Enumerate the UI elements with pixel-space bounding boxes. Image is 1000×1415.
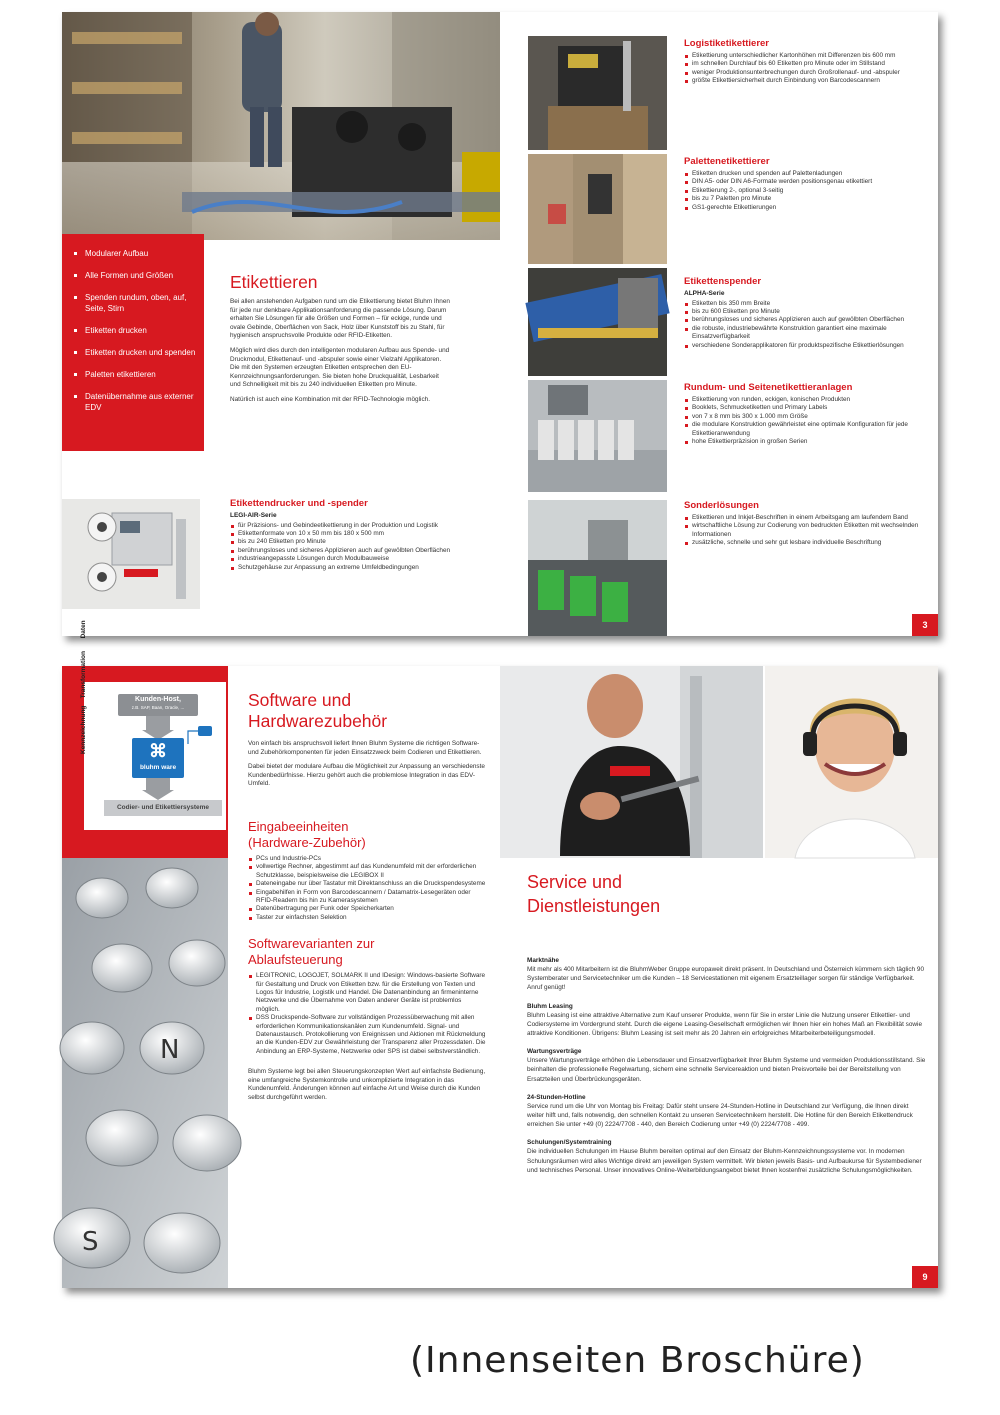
bullet-item: LEGITRONIC, LOGOJET, SOLMARK II und IDesign: Windows-basierte Software für Gestaltung und Druck von Etiketten bzw. für die Erstellung von Texten und Logos für Industrie, Logistik und Handel. Die Datenanbindung an firmeninterne Netzwerke und die Übernahme von Daten anderer Geräte ist problemlos möglich. xyxy=(248,972,486,1014)
printer-section xyxy=(230,498,475,572)
special-solutions-photo xyxy=(528,500,667,636)
label-dispenser-photo xyxy=(528,268,667,376)
service-title: Service und Dienstleistungen xyxy=(527,872,661,916)
paragraph: Bei allen anstehenden Aufgaben rund um die Etikettierung bietet Bluhm Ihnen für jede nur denkbare Applikationsanforderung die passende Lösung. Darum erhalten Sie Lösungen für alle Größen und Formen – für eckige, runde und ovale Gebinde, Oberflächen von Sack, Holz über Kunststoff bis zu Stahl, für hygienisch anspruchsvolle Produkte oder RFID-Etiketten. xyxy=(230,298,450,340)
bullet-list xyxy=(684,300,924,350)
bullet-list xyxy=(248,855,486,922)
bullet-item: im schnellen Durchlauf bis 60 Etiketten pro Minute oder im Stillstand xyxy=(684,60,924,68)
service-section xyxy=(527,1002,927,1039)
service-section-text: Bluhm Leasing ist eine attraktive Alternative zum Kauf unserer Produkte, wenn für Sie in erster Linie die Nutzung unserer Etikettier- und Codiersysteme im Vordergrund steht. Durch die eigene Leasing-Gesellschaft ermöglichen wir Ihnen hier ein hohes Maß an Flexibilität sowie attraktive Konditionen. Übrigens: Bluhm Leasing ist seit mehr als 20 Jahren ein erfolgreiches Mitarbeiterbeteiligungsmodell. xyxy=(527,1011,922,1038)
sidebar-item: Spenden rundum, oben, auf, Seite, Stirn xyxy=(72,292,198,314)
section-rundum xyxy=(684,382,924,500)
section-title: Etikettendrucker und -spender xyxy=(230,498,368,509)
bullet-item: Datenübertragung per Funk oder Speicherkarten xyxy=(248,905,486,913)
technician-photo xyxy=(500,666,763,858)
service-section-text: Service rund um die Uhr von Montag bis Freitag: Dafür steht unsere 24-Stunden-Hotline in Deutschland zur Verfügung, die Ihnen direkt weiter hilft und, falls notwendig, den schnellen Kontakt zu unseren Servicetechnikern herstellt. Die Hotline für den Bereich Etikettendruck erreichen Sie unter +49 (0) 2224/7708 - 440, den Bereich Codierung unter +49 (0) 2224/7708 - 499. xyxy=(527,1102,913,1129)
bullet-item: wirtschaftliche Lösung zur Codierung von bedruckten Etiketten mit wechselnden Informationen xyxy=(684,522,924,539)
service-section-title: Wartungsverträge xyxy=(527,1048,582,1056)
bullet-list xyxy=(248,972,486,1056)
sidebar-item: Etiketten drucken und spenden xyxy=(72,347,198,358)
bullet-item: Etikettierung von runden, eckigen, konischen Produkten xyxy=(684,396,924,404)
bluhmware-logo xyxy=(132,738,184,778)
section-title: Etikettenspender xyxy=(684,276,762,287)
section-logistik xyxy=(684,38,924,156)
service-section-text: Die individuellen Schulungen im Hause Bluhm bereiten optimal auf den Einsatz der Bluhm-Kennzeichnungssysteme vor. In modernen Schulungsräumen wird alles Wichtige direkt am jeweiligen System vermittelt. Wir bieten jeweils Basis- und Aufbaukurse für Systembediener und technisches Personal. Unser innovatives Online-Weiterbildungsangebot bietet Ihnen kostenfrei zusätzliche Schulungsmöglichkeiten. xyxy=(527,1148,922,1174)
bullet-item: PCs und Industrie-PCs xyxy=(248,855,486,863)
software-column xyxy=(248,690,486,1109)
round-labeler-photo xyxy=(528,380,667,492)
bullet-list xyxy=(684,170,924,212)
bullet-item: berührungsloses und sicheres Applizieren auch auf gewölbten Oberflächen xyxy=(230,547,475,555)
bullet-item: bis zu 600 Etiketten pro Minute xyxy=(684,308,924,316)
bullet-list xyxy=(230,522,475,572)
service-section-text: Unsere Wartungsverträge erhöhen die Lebensdauer und Einsatzverfügbarkeit Ihrer Bluhm Systeme und vermeiden Produktionsstillstand. Sie beinhalten die professionelle Regelwartung, sichern eine schnelle Servicereaktion und bieten Preisvorteile bei der Bereitstellung von Ersatzteilen und Überbrückungsgeräten. xyxy=(527,1057,926,1083)
service-section xyxy=(527,956,927,993)
systems-label: Codier- und Etikettiersysteme xyxy=(116,804,210,811)
systems-box xyxy=(104,800,222,816)
bullet-list xyxy=(684,52,924,86)
host-label: Kunden-Host, xyxy=(135,696,181,703)
service-section xyxy=(527,1093,927,1130)
bullet-list xyxy=(684,514,924,548)
bullet-item: die robuste, industriebewährte Konstruktion garantiert eine maximale Einsatzverfügbarkeit xyxy=(684,325,924,342)
page-title: Etikettieren xyxy=(230,272,318,292)
svg-text:S: S xyxy=(82,1227,99,1257)
axis-label: Transformation xyxy=(80,651,87,699)
section-sonder xyxy=(684,500,924,548)
brochure-spread-software-service xyxy=(62,620,938,1288)
paragraph: Von einfach bis anspruchsvoll liefert Ihnen Bluhm Systeme die richtigen Software- und Zubehörkomponenten für jeden Einsatzzweck beim Codieren und Etikettieren. xyxy=(248,740,482,756)
bullet-item: Eingabehilfen in Form von Barcodescannern / Datamatrix-Lesegeräten oder RFID-Readern bis hin zu Kamerasystemen xyxy=(248,889,486,906)
hotline-agent-photo xyxy=(765,666,938,858)
software-variants-title: Softwarevarianten zur Ablaufsteuerung xyxy=(248,936,375,968)
bullet-item: Schutzgehäuse zur Anpassung an extreme Umfeldbedingungen xyxy=(230,564,475,572)
logistics-labeler-photo xyxy=(528,36,667,150)
bullet-item: Etikettierung unterschiedlicher Kartonhöhen mit Differenzen bis 600 mm xyxy=(684,52,924,60)
section-title: Rundum- und Seitenetikettieranlagen xyxy=(684,382,853,393)
svg-text:N: N xyxy=(160,1035,180,1065)
paragraph: Möglich wird dies durch den intelligenten modularen Aufbau aus Spende- und Druckmodul, Etikettenauf- und -abspuler sowie einer Vielzahl Applikatoren. Die mit den Systemen erzeugten Etiketten entsprechen den EU-Kennzeichnungsanforderungen. Sie bieten hohe Druckqualität, Lesbarkeit und Schnelligkeit mit bis zu 240 individuellen Etiketten pro Minute. xyxy=(230,346,450,389)
bullet-item: bis zu 7 Paletten pro Minute xyxy=(684,195,924,203)
pallet-labeler-photo xyxy=(528,154,667,264)
service-sections xyxy=(527,956,927,1175)
axis-label: Daten xyxy=(80,620,87,639)
label-printer-photo xyxy=(62,499,200,609)
service-section xyxy=(527,1138,927,1175)
diagram-panel xyxy=(62,620,228,858)
bullet-item: hohe Etikettierpräzision in großen Serien xyxy=(684,438,924,446)
service-section-title: Marktnähe xyxy=(527,957,559,964)
warehouse-photo xyxy=(62,12,500,240)
section-title: Logistiketikettierer xyxy=(684,38,769,49)
etikettieren-text xyxy=(230,272,450,411)
bullet-item: Taster zur einfachsten Selektion xyxy=(248,914,486,922)
right-sections xyxy=(684,38,924,548)
sidebar-item: Datenübernahme aus externer EDV xyxy=(72,391,198,413)
bullet-item: weniger Produktionsunterbrechungen durch Großrollenauf- und -abspuler xyxy=(684,69,924,77)
feature-sidebar xyxy=(62,234,204,451)
sidebar-item: Alle Formen und Größen xyxy=(72,270,198,281)
section-title: Palettenetikettierer xyxy=(684,156,770,167)
service-section-text: Mit mehr als 400 Mitarbeitern ist die BluhmWeber Gruppe europaweit direkt präsent. In Deutschland und Österreich kümmern sich täglich 90 Systemberater und Servicetechniker um die Kunden – 18 Servicestationen mit eigenem Ersatzteillager sorgen für ständige Verfügbarkeit. Anruf genügt! xyxy=(527,966,924,992)
service-section-title: 24-Stunden-Hotline xyxy=(527,1093,586,1101)
input-title: Eingabeeinheiten (Hardware-Zubehör) xyxy=(248,818,366,850)
sidebar-item: Etiketten drucken xyxy=(72,325,198,336)
bullet-item: Etikettieren und Inkjet-Beschriften in einem Arbeitsgang am laufendem Band xyxy=(684,514,924,522)
bullet-list xyxy=(684,396,924,446)
bullet-item: industrieangepasste Lösungen durch Modulbauweise xyxy=(230,555,475,563)
paragraph: Dabei bietet der modulare Aufbau die Möglichkeit zur Anpassung an verschiedenste Kundenbedürfnisse. Hierzu gehört auch die problemlose Integration in das EDV-Umfeld. xyxy=(248,763,485,788)
bullet-item: Etiketten bis 350 mm Breite xyxy=(684,300,924,308)
bullet-item: berührungsloses und sicheres Applizieren auch auf gewölbten Oberflächen xyxy=(684,316,924,324)
section-paletten xyxy=(684,156,924,276)
section-spender xyxy=(684,276,924,382)
bullet-item: Etiketten drucken und spenden auf Palettenladungen xyxy=(684,170,924,178)
page-number: 3 xyxy=(912,614,938,636)
bullet-item: GS1-gerechte Etikettierungen xyxy=(684,204,924,212)
bullet-item: DIN A5- oder DIN A6-Formate werden positionsgenau etikettiert xyxy=(684,178,924,186)
bullet-item: bis zu 240 Etiketten pro Minute xyxy=(230,538,475,546)
bullet-item: Booklets, Schmucketiketten und Primary Labels xyxy=(684,404,924,412)
section-subtitle: LEGI-AIR-Serie xyxy=(230,512,277,519)
logo-label: bluhm ware xyxy=(139,764,177,771)
bullet-item: DSS Druckspende-Software zur vollständigen Prozessüberwachung mit allen erforderlichen Kommunikationskanälen zum Kundenumfeld. Signal- und Datenaustausch. Protokollierung von Ereignissen und Aktionen mit Rückmeldung an die Kunden-EDV zur Gewährleistung der Transparenz aller Prozessdaten. Die Anbindung an ERP-Systeme, Netzwerke oder SPS ist dabei selbstverständlich. xyxy=(248,1014,486,1056)
axis-label: Kennzeichnung xyxy=(80,705,87,754)
diagram-card xyxy=(80,620,226,830)
bullet-item: Etikettierung 2-, optional 3-seitig xyxy=(684,187,924,195)
sidebar-item: Paletten etikettieren xyxy=(72,369,198,380)
software-title: Software und Hardwarezubehör xyxy=(248,690,388,731)
sidebar-item: Modularer Aufbau xyxy=(72,248,198,259)
bullet-item: größte Etikettiersicherheit durch Einbindung von Barcodescannern xyxy=(684,77,924,85)
paragraph: Bluhm Systeme legt bei allen Steuerungskonzepten Wert auf einfachste Bedienung, eine umfangreiche Systemkontrolle und unkomplizierte Integration in das Kundenumfeld. Änderungen können auf einfache Art und Weise durch die Kunden selbst durchgeführt werden. xyxy=(248,1068,486,1102)
bullet-item: die modulare Konstruktion gewährleistet eine optimale Konfiguration für jede Etikettieranwendung xyxy=(684,421,924,438)
service-column xyxy=(527,870,927,1184)
bullet-item: vollwertige Rechner, abgestimmt auf das Kundenumfeld mit der erforderlichen Schutzklasse, beispielsweise die LEGIBOX II xyxy=(248,863,486,880)
bullet-item: von 7 x 8 mm bis 300 x 1.000 mm Größe xyxy=(684,413,924,421)
bullet-item: zusätzliche, schnelle und sehr gut lesbare individuelle Beschriftung xyxy=(684,539,924,547)
bullet-item: Etikettenformate von 10 x 50 mm bis 180 x 500 mm xyxy=(230,530,475,538)
bullet-item: für Präzisions- und Gebindeetikettierung in der Produktion und Logistik xyxy=(230,522,475,530)
keyboard-photo xyxy=(62,858,228,1288)
section-subtitle: ALPHA-Serie xyxy=(684,290,725,297)
host-sublabel: z.B. SAP, Baan, Oracle, ... xyxy=(131,705,185,710)
page-number: 9 xyxy=(912,1266,938,1288)
section-title: Sonderlösungen xyxy=(684,500,759,511)
caption: (Innenseiten Broschüre) xyxy=(410,1340,865,1381)
service-section-title: Schulungen/Systemtraining xyxy=(527,1139,612,1147)
service-section-title: Bluhm Leasing xyxy=(527,1002,573,1010)
brochure-spread-etikettieren xyxy=(62,12,938,639)
bullet-item: Dateneingabe nur über Tastatur mit Direktanschluss an die Druckspendesysteme xyxy=(248,880,486,888)
paragraph: Natürlich ist auch eine Kombination mit der RFID-Technologie möglich. xyxy=(230,395,430,403)
bullet-item: verschiedene Sonderapplikatoren für produktspezifische Etikettierlösungen xyxy=(684,342,924,350)
service-section xyxy=(527,1047,927,1084)
logo-icon: ⌘ xyxy=(149,741,167,761)
